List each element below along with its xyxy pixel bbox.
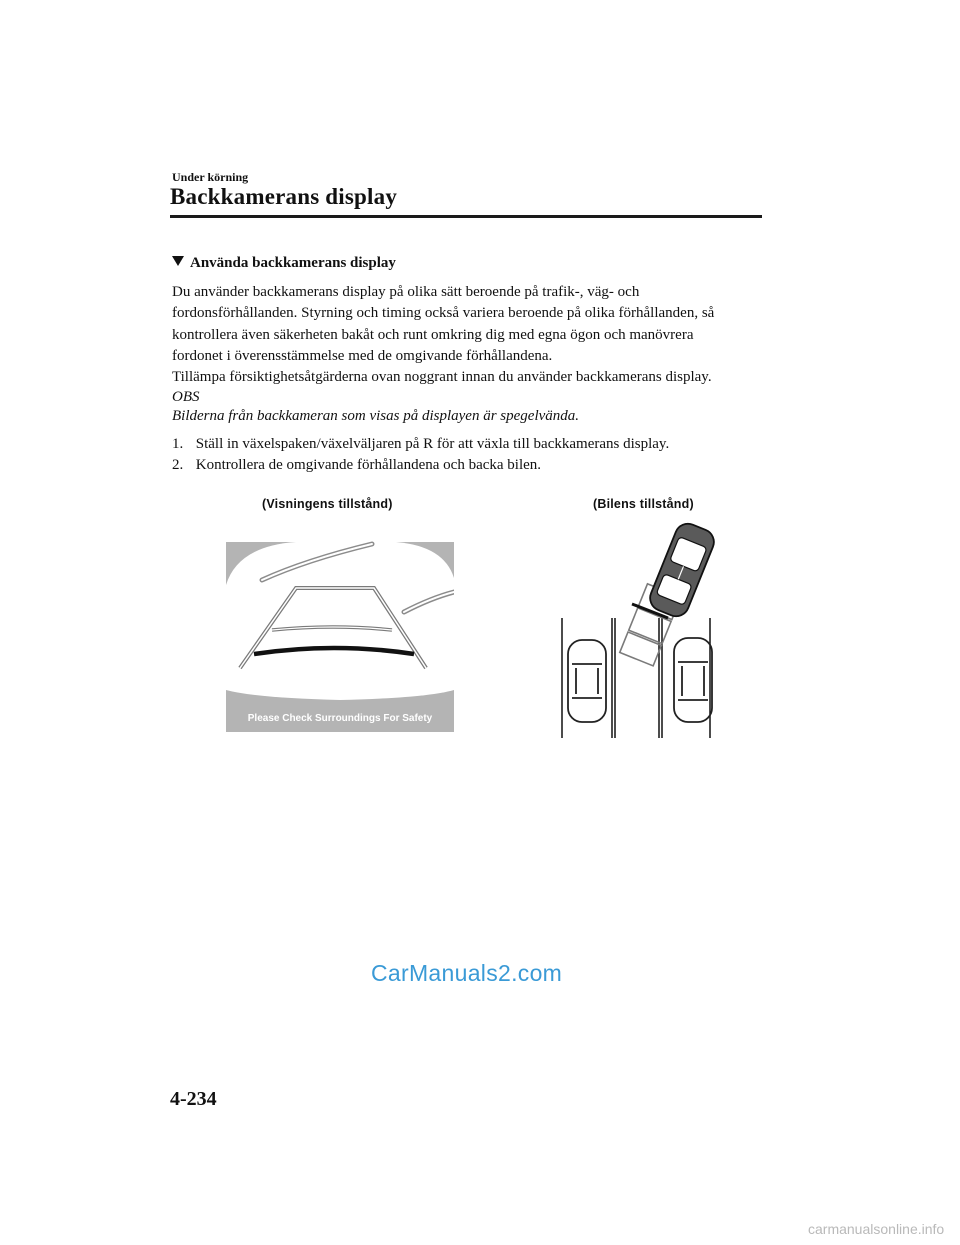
section-heading — [172, 255, 396, 272]
paragraph-line: Tillämpa försiktighetsåtgärderna ovan noggrant innan du använder backkamerans display. — [172, 369, 712, 386]
note-text: Bilderna från backkameran som visas på displayen är spegelvända. — [172, 408, 580, 424]
step-text: Kontrollera de omgivande förhållandena och backa bilen. — [195, 457, 542, 473]
safety-banner: Please Check Surroundings For Safety — [247, 713, 433, 724]
vehicle-reversing-illustration — [556, 518, 756, 738]
step-number: 1. — [172, 436, 184, 452]
parking-diagram — [556, 518, 756, 738]
intro-paragraph — [172, 282, 772, 388]
paragraph-line: Du använder backkamerans display på olika sätt beroende på trafik-, väg- och — [172, 284, 640, 300]
paragraph-line: fordonet i överensstämmelse med de omgivande förhållandena. — [172, 347, 553, 364]
note-label: OBS — [172, 389, 200, 405]
section-heading-text: Använda backkamerans display — [190, 255, 396, 271]
page-title: Backkamerans display — [170, 184, 398, 209]
section-label: Under körning — [172, 170, 249, 184]
watermark-text: CarManuals2.com — [371, 960, 563, 986]
step-text: Ställ in växelspaken/växelväljaren på R för att växla till backkamerans display. — [195, 436, 670, 452]
site-watermark: carmanualsonline.info — [808, 1221, 945, 1237]
camera-screen-graphic — [226, 530, 454, 732]
step-item — [172, 436, 669, 453]
page-number: 4-234 — [170, 1088, 217, 1110]
triangle-marker-icon — [172, 256, 184, 266]
title-divider — [170, 215, 762, 218]
vehicle-caption: (Bilens tillstånd) — [593, 497, 694, 511]
paragraph-line: fordonsförhållanden. Styrning och timing också variera beroende på olika förhållanden, så — [172, 305, 715, 322]
paragraph-line: kontrollera även säkerheten bakåt och runt omkring dig med egna ögon och manövrera — [172, 326, 694, 343]
step-item — [172, 457, 541, 474]
camera-display-illustration — [226, 530, 454, 732]
step-number: 2. — [172, 457, 184, 473]
display-caption: (Visningens tillstånd) — [262, 497, 393, 511]
